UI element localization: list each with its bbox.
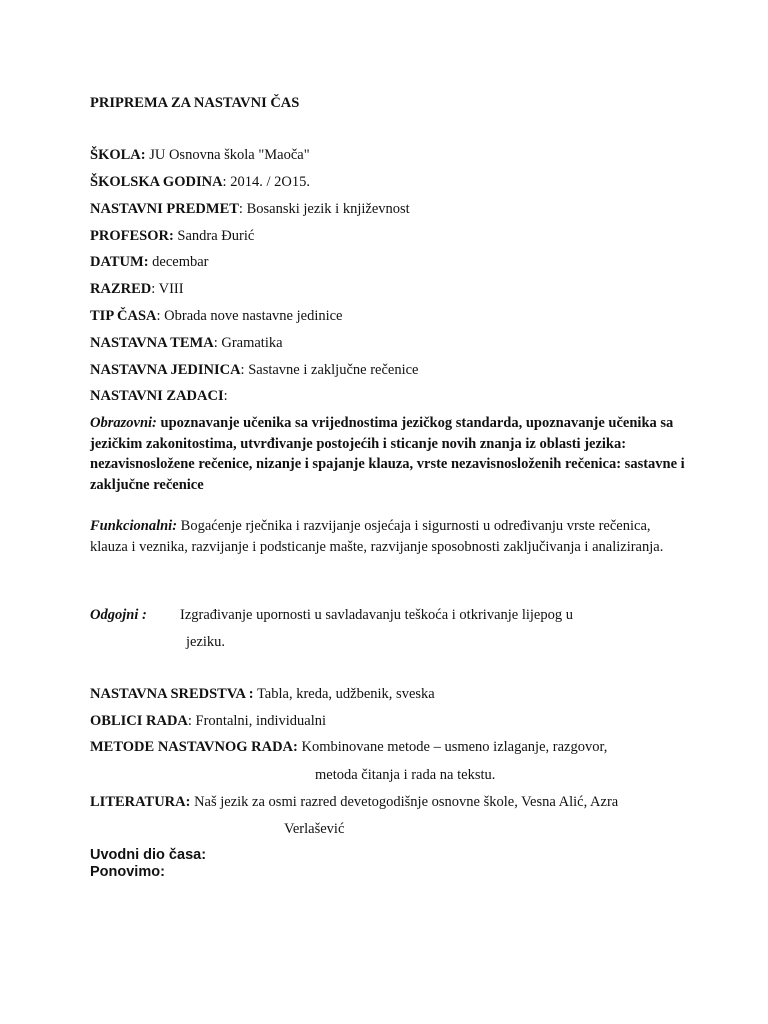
field-value: : Bosanski jezik i književnost <box>238 201 410 217</box>
obrazovni-label: Obrazovni: <box>90 415 157 431</box>
field-datum <box>90 253 209 271</box>
field-nastavni-zadaci <box>90 387 228 405</box>
field-tip-casa <box>90 307 343 325</box>
odgojni-text-line2: jeziku. <box>186 634 226 650</box>
field-skola <box>90 146 310 164</box>
field-label: NASTAVNA TEMA <box>90 335 214 351</box>
field-label: PROFESOR: <box>90 228 174 244</box>
field-nastavna-sredstva <box>90 685 435 703</box>
obrazovni-text: upoznavanje učenika sa vrijednostima jezičkog standarda, upoznavanje učenika sa jezičkim zakonitostima, utvrđivanje postojećih i sticanje novih znanja iz oblasti jezika: nezavisnosložene rečenice, nizanje i spajanje klauza, vrste nezavisnosloženih rečenica: sastavne i zaključne rečenice <box>90 415 685 493</box>
field-skolska-godina <box>90 173 310 191</box>
uvodni-heading: Uvodni dio časa: <box>90 847 207 863</box>
field-value: : Gramatika <box>213 335 283 351</box>
field-nastavni-predmet <box>90 200 410 218</box>
field-value: JU Osnovna škola "Maoča" <box>145 147 310 163</box>
field-oblici-rada <box>90 712 326 730</box>
obrazovni-paragraph <box>90 413 690 495</box>
field-value: Tabla, kreda, udžbenik, sveska <box>253 686 435 702</box>
field-value: Naš jezik za osmi razred devetogodišnje osnovne škole, Vesna Alić, Azra <box>190 794 619 810</box>
field-nastavna-jedinica <box>90 361 418 379</box>
field-value: : Frontalni, individualni <box>187 713 327 729</box>
field-value: Sandra Đurić <box>173 228 255 244</box>
field-value: : 2014. / 2O15. <box>222 174 310 190</box>
field-label: NASTAVNA JEDINICA <box>90 362 241 378</box>
field-metode-nastavnog-rada <box>90 738 607 756</box>
field-value: : Sastavne i zaključne rečenice <box>240 362 419 378</box>
field-value: Kombinovane metode – usmeno izlaganje, razgovor, <box>297 739 608 755</box>
field-profesor <box>90 227 254 245</box>
funkcionalni-paragraph <box>90 516 690 557</box>
field-label: DATUM: <box>90 254 149 270</box>
document-title: PRIPREMA ZA NASTAVNI ČAS <box>90 95 300 111</box>
literatura-continuation: Verlašević <box>284 821 345 837</box>
field-nastavna-tema <box>90 334 283 352</box>
field-label: TIP ČASA <box>90 308 157 324</box>
field-value: : VIII <box>151 281 184 297</box>
ponovimo-heading: Ponovimo: <box>90 864 165 880</box>
field-value: decembar <box>148 254 209 270</box>
field-literatura <box>90 793 618 811</box>
field-value: : Obrada nove nastavne jedinice <box>156 308 343 324</box>
funkcionalni-text: Bogaćenje rječnika i razvijanje osjećaja i sigurnosti u određivanju vrste rečenica, klauza i veznika, razvijanje i podsticanje mašte, razvijanje sposobnosti zaključivanja i analiziranja. <box>90 518 664 555</box>
field-label: ŠKOLA: <box>90 147 146 163</box>
field-value: : <box>223 388 228 404</box>
field-label: OBLICI RADA <box>90 713 188 729</box>
field-label: METODE NASTAVNOG RADA: <box>90 739 298 755</box>
field-label: NASTAVNI ZADACI <box>90 388 224 404</box>
field-label: LITERATURA: <box>90 794 191 810</box>
field-label: NASTAVNI PREDMET <box>90 201 239 217</box>
field-label: ŠKOLSKA GODINA <box>90 174 223 190</box>
metode-continuation: metoda čitanja i rada na tekstu. <box>315 767 496 783</box>
odgojni-label: Odgojni : <box>90 607 147 623</box>
field-label: NASTAVNA SREDSTVA : <box>90 686 254 702</box>
field-razred <box>90 280 184 298</box>
funkcionalni-label: Funkcionalni: <box>90 518 178 534</box>
field-label: RAZRED <box>90 281 152 297</box>
odgojni-text-line1: Izgrađivanje upornosti u savladavanju teškoća i otkrivanje lijepog u <box>180 607 573 623</box>
